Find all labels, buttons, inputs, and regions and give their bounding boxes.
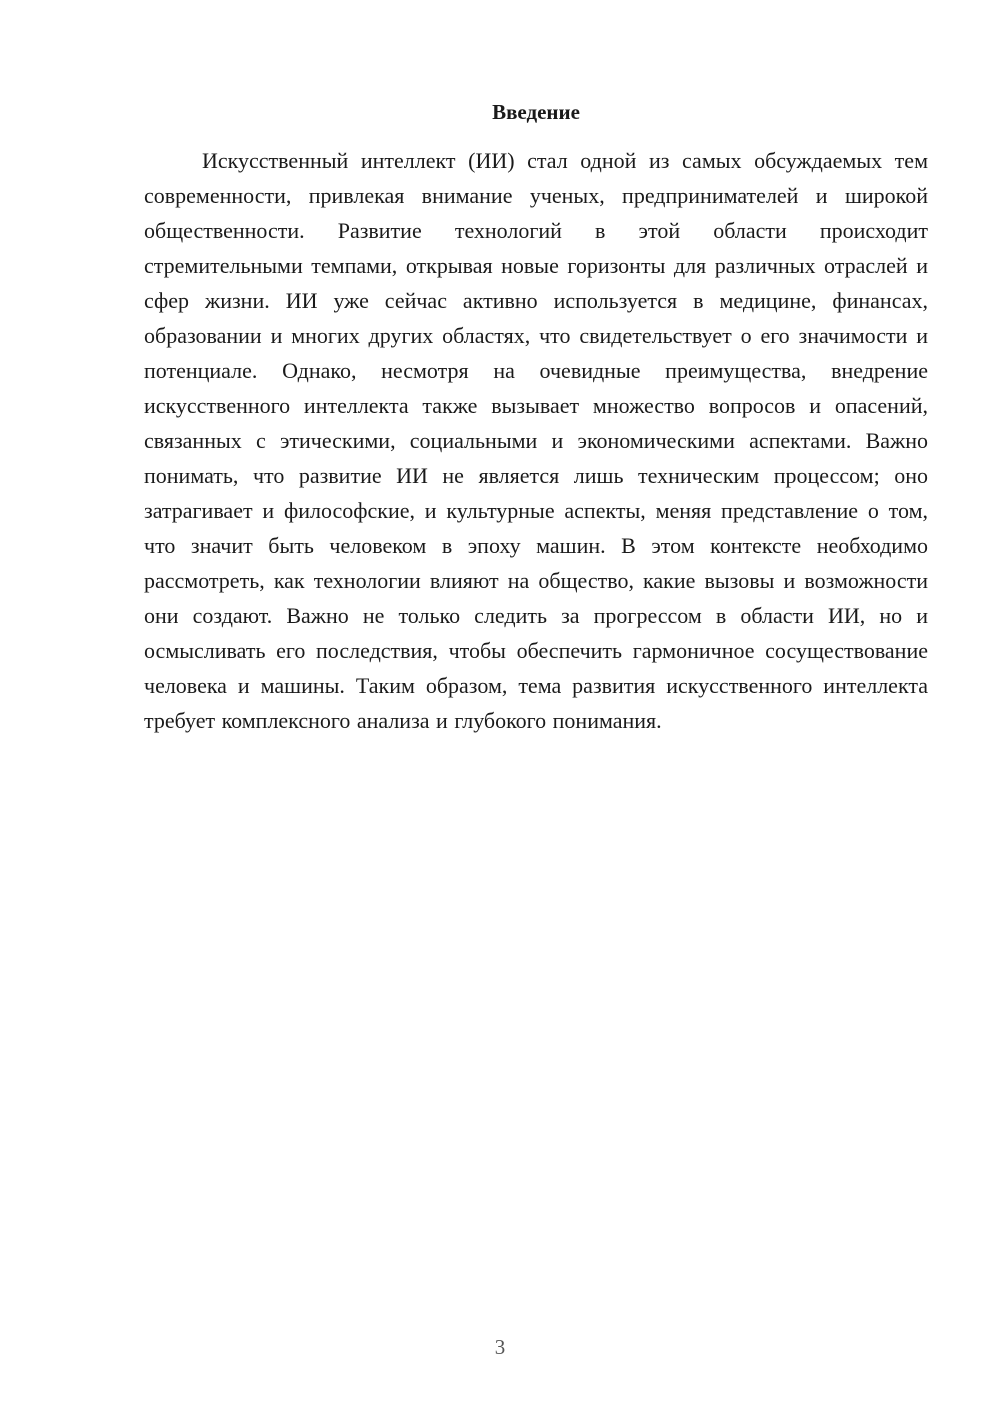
page-number: 3 <box>494 1335 506 1359</box>
section-body <box>144 143 928 738</box>
section-title: Введение <box>492 100 580 124</box>
body-paragraph: Искусственный интеллект (ИИ) стал одной из самых обсуждаемых тем современности, привлекая внимание ученых, предпринимателей и широкой общественности. Развитие технологий в этой области происходит стремительными темпами, открывая новые горизонты для различных отраслей и сфер жизни. ИИ уже сейчас активно используется в медицине, финансах, образовании и многих других областях, что свидетельствует о его значимости и потенциале. Однако, несмотря на очевидные преимущества, внедрение искусственного интеллекта также вызывает множество вопросов и опасений, связанных с этическими, социальными и экономическими аспектами. Важно понимать, что развитие ИИ не является лишь техническим процессом; оно затрагивает и философские, и культурные аспекты, меняя представление о том, что значит быть человеком в эпоху машин. В этом контексте необходимо рассмотреть, как технологии влияют на общество, какие вызовы и возможности они создают. Важно не только следить за прогрессом в области ИИ, но и осмысливать его последствия, чтобы обеспечить гармоничное сосуществование человека и машины. Таким образом, тема развития искусственного интеллекта требует комплексного анализа и глубокого понимания. <box>144 148 928 733</box>
